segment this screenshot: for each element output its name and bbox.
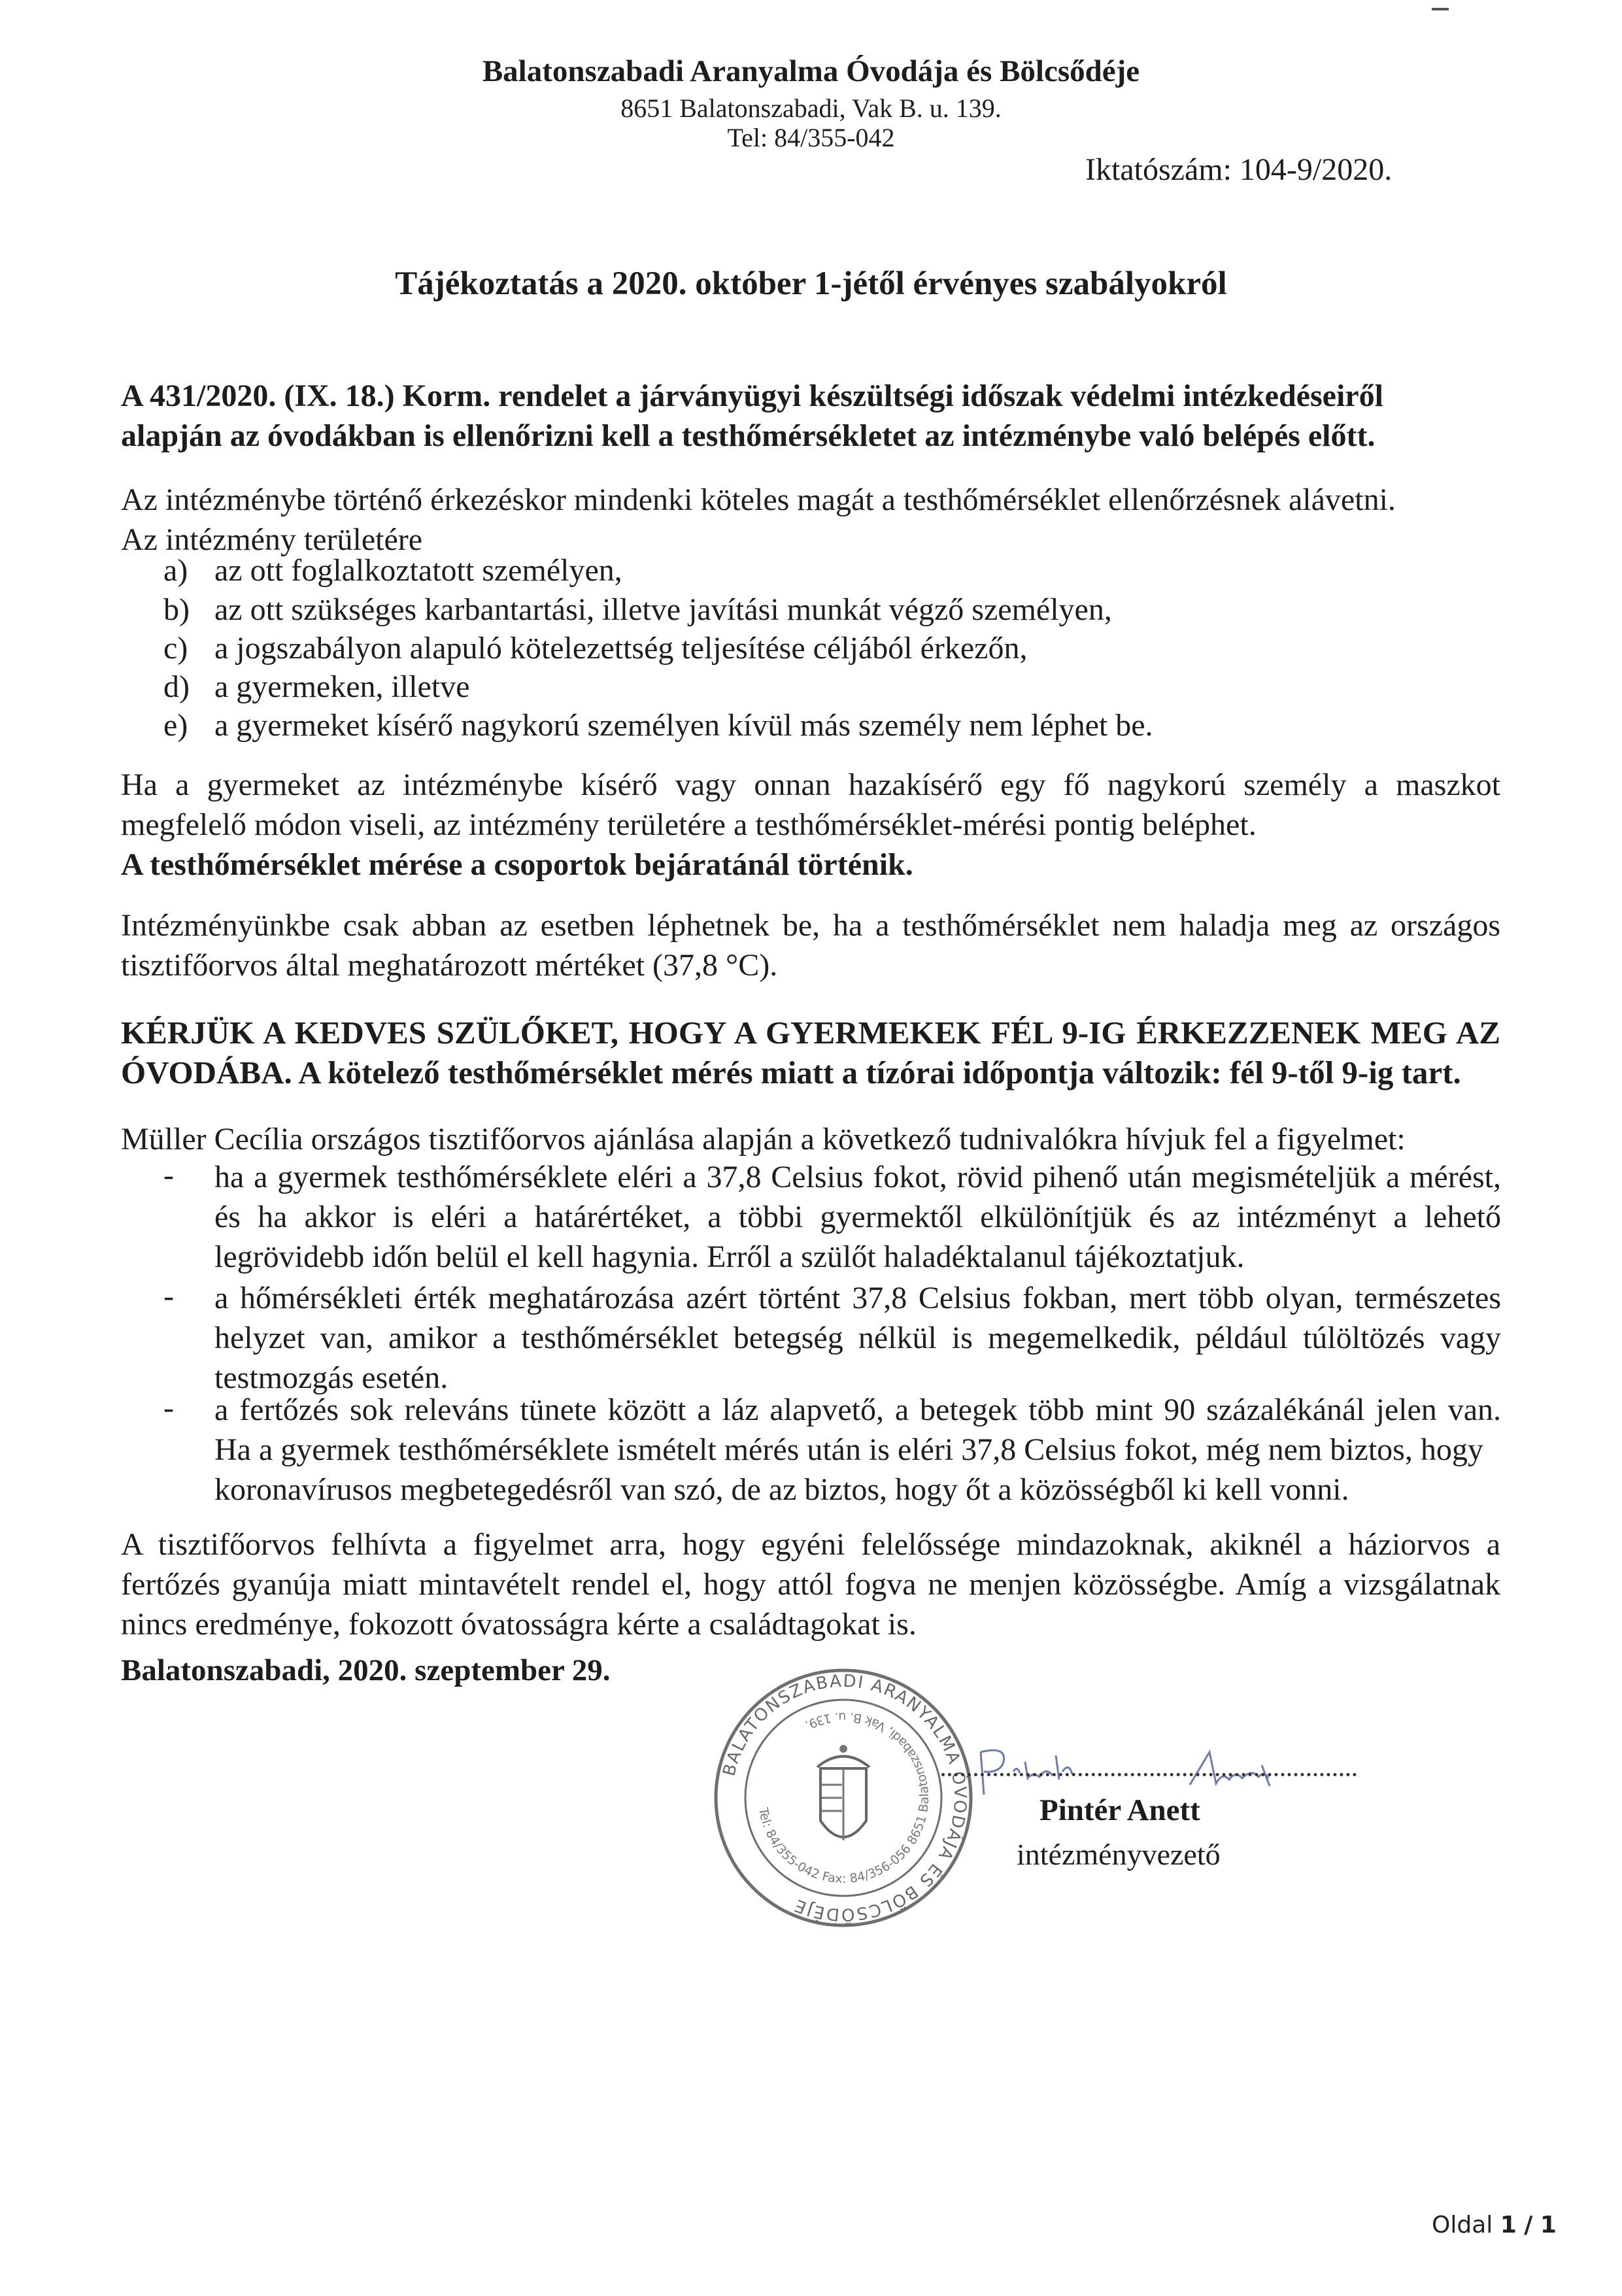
reference-number: Iktatószám: 104-9/2020.	[1085, 152, 1393, 187]
signer-role: intézményvezető	[1017, 1838, 1221, 1871]
list-item: az ott foglalkoztatott személyen,	[214, 553, 622, 588]
bullet-line: a fertőzés sok releváns tünete között a láz alapvető, a betegek több mint 90 százalékánál jelen van.	[214, 1393, 1501, 1427]
bullet-dash: -	[163, 1279, 174, 1313]
bullet-line: a hőmérsékleti érték meghatározása azért történt 37,8 Celsius fokban, mert több olyan, természetes	[214, 1281, 1501, 1315]
page-current: 1	[1500, 2212, 1517, 2238]
list-letter: a)	[163, 553, 188, 588]
page-number	[1432, 2212, 1557, 2238]
entry-line: tisztifőorvos által meghatározott mértéket (37,8 °C).	[121, 948, 778, 983]
request-paragraph	[121, 1013, 1500, 1092]
stamp-inner-text: Tel: 84/355-042 Fax: 84/356-056 8651 Balatonszabadi, Vak B. u. 139.	[756, 1709, 932, 1887]
request-line: ÓVODÁBA. A kötelező testhőmérséklet mérés miatt a tízórai időpontja változik: fél 9-től 9-ig tart.	[121, 1055, 1461, 1090]
list-letter: c)	[163, 631, 188, 666]
bullet-line: testmozgás esetén.	[214, 1360, 448, 1395]
stamp-outer-text: BALATONSZABADI ARANYALMA ÓVODÁJA ÉS BÖLCSŐDÉJE	[719, 1671, 970, 1925]
bullet-dash: -	[163, 1391, 174, 1425]
mask-paragraph	[121, 765, 1500, 885]
bullet-dash: -	[163, 1158, 174, 1192]
closing-line: nincs eredménye, fokozott óvatosságra kérte a családtagokat is.	[121, 1607, 917, 1642]
organization-name: Balatonszabadi Aranyalma Óvodája és Bölcsődéje	[482, 54, 1140, 88]
list-letter: d)	[163, 669, 190, 704]
official-stamp	[709, 1664, 977, 1932]
decree-line: alapján az óvodákban is ellenőrizni kell a testhőmérsékletet az intézménybe való belépés előtt.	[121, 418, 1376, 453]
decree-paragraph	[121, 376, 1500, 456]
request-line: KÉRJÜK A KEDVES SZÜLŐKET, HOGY A GYERMEKEK FÉL 9-IG ÉRKEZZENEK MEG AZ	[121, 1015, 1500, 1051]
decree-line: A 431/2020. (IX. 18.) Korm. rendelet a járványügyi készültségi időszak védelmi intézkedéseiről	[121, 379, 1383, 413]
closing-line: fertőzés gyanúja miatt mintavételt rendel el, hogy attól fogva ne menjen közösségbe. Amíg a vizsgálatnak	[121, 1567, 1500, 1602]
entry-line: Intézményünkbe csak abban az esetben léphetnek be, ha a testhőmérséklet nem haladja meg az országos	[121, 908, 1500, 943]
bullet-line: legrövidebb időn belül el kell hagynia. Erről a szülőt haladéktalanul tájékoztatjuk.	[214, 1240, 1245, 1274]
bullet-line: helyzet van, amikor a testhőmérséklet betegség nélkül is megemelkedik, például túlöltözés vagy	[214, 1321, 1501, 1355]
page-label: Oldal	[1432, 2212, 1493, 2238]
arrival-paragraph	[121, 480, 1500, 560]
advice-intro-line: Müller Cecília országos tisztifőorvos ajánlása alapján a következő tudnivalókra hívjuk fel a figyelmet:	[121, 1122, 1406, 1156]
coat-of-arms-icon	[817, 1745, 870, 1840]
advice-bullet	[214, 1278, 1501, 1398]
signer-name: Pintér Anett	[1039, 1793, 1200, 1827]
bullet-line: és ha akkor is eléri a határértéket, a többi gyermektől elkülönítjük és az intézményt a lehető	[214, 1200, 1501, 1234]
entry-paragraph	[121, 905, 1500, 985]
advice-intro	[121, 1119, 1500, 1159]
measurement-location-note: A testhőmérséklet mérése a csoportok bejáratánál történik.	[121, 847, 913, 882]
closing-line: A tisztifőorvos felhívta a figyelmet arra, hogy egyéni felelőssége mindazoknak, akiknél a háziorvos a	[121, 1527, 1500, 1562]
list-item: a gyermeket kísérő nagykorú személyen kívül más személy nem léphet be.	[214, 708, 1153, 743]
list-item: a jogszabályon alapuló kötelezettség teljesítése céljából érkezőn,	[214, 631, 1028, 666]
mask-line: megfelelő módon viseli, az intézmény területére a testhőmérséklet-mérési pontig beléphet.	[121, 807, 1257, 842]
list-item: az ott szükséges karbantartási, illetve javítási munkát végző személyen,	[214, 592, 1112, 627]
document-date: Balatonszabadi, 2020. szeptember 29.	[121, 1653, 611, 1687]
document-title: Tájékoztatás a 2020. október 1-jétől érvényes szabályokról	[395, 265, 1227, 302]
bullet-line: koronavírusos megbetegedésről van szó, de az biztos, hogy őt a közösségből ki kell vonni.	[214, 1472, 1349, 1507]
list-item: a gyermeken, illetve	[214, 669, 470, 704]
list-letter: e)	[163, 708, 188, 743]
list-letter: b)	[163, 592, 190, 627]
closing-paragraph	[121, 1525, 1500, 1644]
signature-line	[941, 1773, 1357, 1776]
advice-bullet	[214, 1390, 1501, 1510]
mask-line: Ha a gyermeket az intézménybe kísérő vagy onnan hazakísérő egy fő nagykorú személy a maszkot	[121, 768, 1500, 802]
arrival-line: Az intézménybe történő érkezéskor mindenki köteles magát a testhőmérséklet ellenőrzésnek alávetni.	[121, 482, 1396, 517]
advice-bullet	[214, 1157, 1501, 1277]
scan-mark	[1432, 8, 1449, 10]
bullet-line: ha a gyermek testhőmérséklete eléri a 37,8 Celsius fokot, rövid pihenő után megismételjük a mérést,	[214, 1160, 1501, 1194]
organization-address: 8651 Balatonszabadi, Vak B. u. 139.	[620, 93, 1002, 123]
bullet-line: Ha a gyermek testhőmérséklete ismételt mérés után is eléri 37,8 Celsius fokot, még nem biztos, hogy	[214, 1432, 1483, 1467]
organization-phone: Tel: 84/355-042	[727, 123, 895, 152]
arrival-line: Az intézmény területére	[121, 522, 423, 557]
page-separator: /	[1524, 2212, 1533, 2238]
page-total: 1	[1540, 2212, 1557, 2238]
